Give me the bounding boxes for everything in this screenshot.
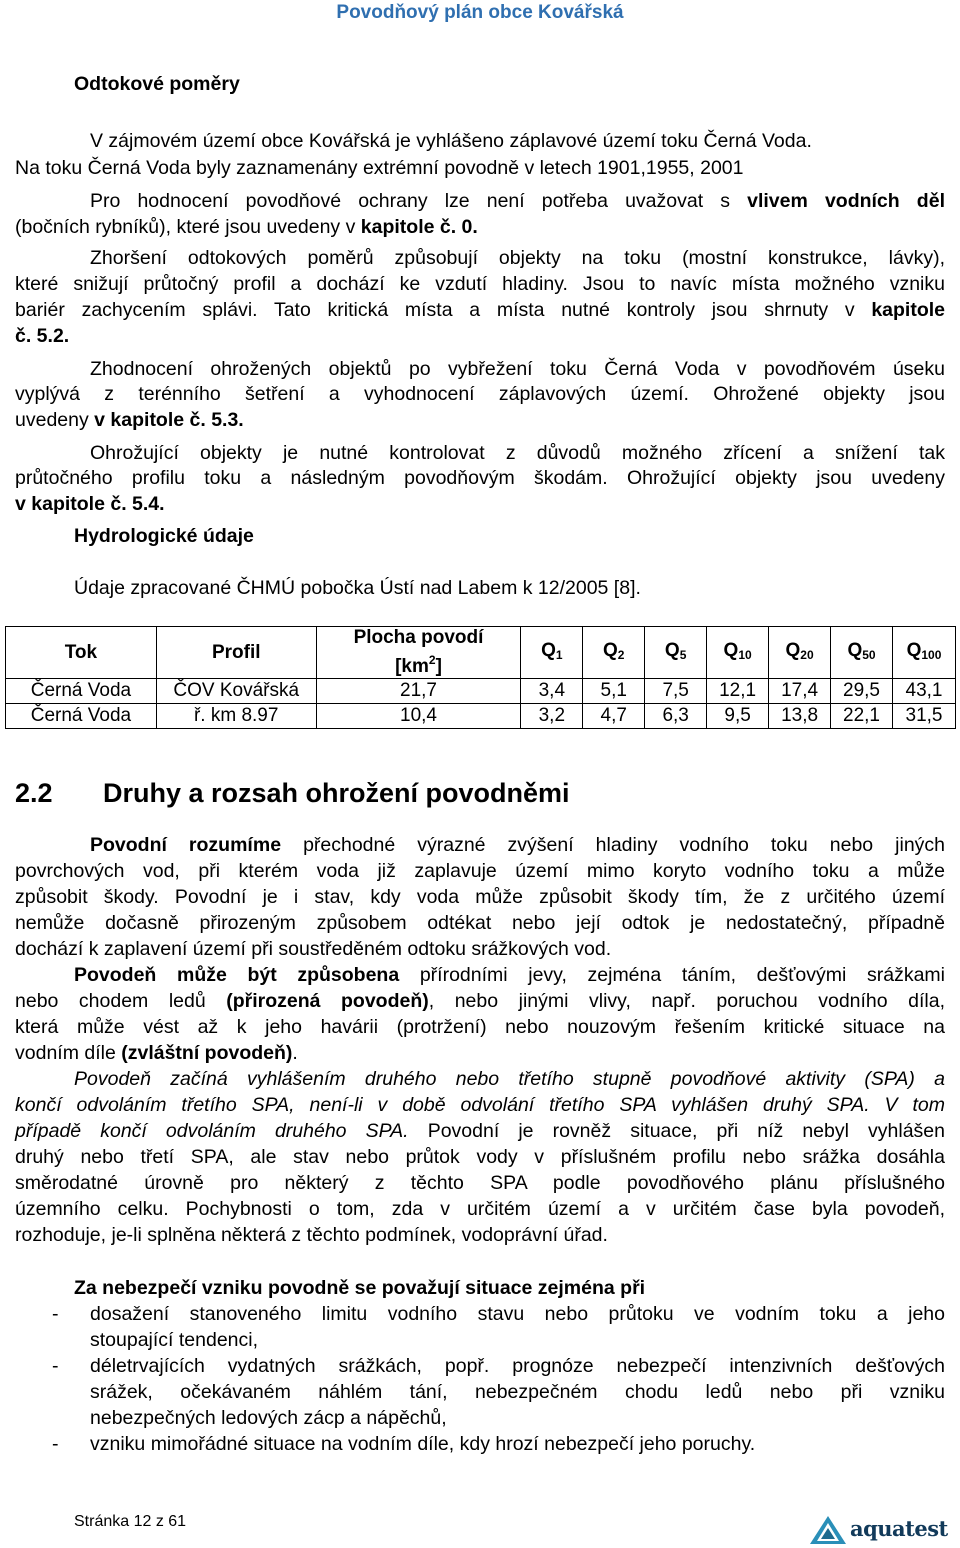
column-header-q50: $Q_{50}$ [831,627,893,679]
logo-mark-icon [808,1514,848,1546]
paragraph-line: územního celku. Pochybnosti o tom, zda v určitém území a v určitém čase byla povodeň, [15,1198,945,1220]
paragraph-line: dochází k zaplavení území při soustředěném odtoku srážkových vod. [15,938,612,960]
text-run: Pro hodnocení povodňové ochrany lze není potřeba uvažovat s [90,190,748,212]
hydrology-table [5,626,956,729]
table-cell: 4,7 [583,704,645,729]
text-run: uvedeny [15,409,95,431]
bullet-line: vzniku mimořádné situace na vodním díle, kdy hrozí nebezpečí jeho poruchy. [90,1433,756,1455]
table-cell: 13,8 [769,704,831,729]
text-run-italic: případě končí odvoláním druhého SPA. [15,1120,409,1142]
chapter-reference: v kapitole č. 5.3. [94,409,244,431]
column-header-plocha [316,627,521,679]
page-number: Stránka 12 z 61 [74,1513,187,1530]
text-run-bold: Povodeň může být způsobena [74,964,400,986]
column-header-q5: $Q_5$ [645,627,707,679]
aquatest-logo [808,1514,948,1548]
danger-heading: Za nebezpečí vzniku povodně se považují situace zejména při [74,1277,646,1299]
table-cell: 31,5 [892,704,955,729]
paragraph-line: rozhoduje, je-li splněna některá z těchto podmínek, vodoprávní úřad. [15,1224,608,1246]
text-run-bold: (zvláštní povodeň) [121,1042,293,1064]
table-cell: 10,4 [316,704,521,729]
bullet-line: stoupající tendenci, [90,1329,259,1351]
section-heading-2-2 [15,778,570,808]
column-header-q100: $Q_{100}$ [892,627,955,679]
table-cell: Černá Voda [6,679,157,704]
paragraph-line: povrchových vod, při kterém voda již zaplavuje území mimo koryto vodního toku a může [15,860,945,882]
text-run-italic: končí odvoláním třetího SPA, není-li v době odvolání třetího SPA vyhlášen druhý SPA. V tom [15,1094,945,1116]
paragraph-line [74,1066,945,1092]
text-run: přírodními jevy, zejména táním, dešťovými srážkami [399,964,945,986]
table-cell: 7,5 [645,679,707,704]
paragraph-line: způsobit škody. Povodní je i stav, kdy voda může způsobit škody tím, že z určitého území [15,886,945,908]
paragraph-line [15,214,945,240]
table-cell: ČOV Kovářská [156,679,316,704]
chapter-reference: kapitole [871,299,945,321]
paragraph-line: Ohrožující objekty je nutné kontrolovat z důvodů možného zřícení a snížení tak [90,442,945,464]
paragraph-line: nemůže dočasně přirozeným způsobem odtékat nebo její odtok je nedostatečný, případně [15,912,945,934]
bullet-line: srážek, očekávaném náhlém tání, nebezpečném chodu ledů nebo při vzniku [90,1381,945,1403]
paragraph-line [15,988,945,1014]
section-title: Druhy a rozsah ohrožení povodněmi [103,778,570,808]
table-row [6,704,956,729]
paragraph-line: směrodatné úrovně pro některý z těchto SPA podle povodňového plánu příslušného [15,1172,945,1194]
plocha-unit: $[km^2]$ [395,653,442,677]
column-header-q2: $Q_2$ [583,627,645,679]
table-cell: 22,1 [831,704,893,729]
table-cell: 9,5 [707,704,769,729]
section-heading-hydro: Hydrologické údaje [74,525,254,547]
text-run: vodním díle [15,1042,122,1064]
text-run-bold: Povodní rozumíme [90,834,282,856]
paragraph-line: V zájmovém území obce Kovářská je vyhlášeno záplavové území toku Černá Voda. [90,130,812,152]
plocha-label: Plocha povodí [353,627,484,648]
column-header-q10: $Q_{10}$ [707,627,769,679]
paragraph-line: Na toku Černá Voda byly zaznamenány extrémní povodně v letech 1901,1955, 2001 [15,157,744,179]
table-row [6,679,956,704]
text-run: bariér zachycením splávi. Tato kritická místa a místa nutné kontroly jsou shrnuty v [15,299,872,321]
paragraph-line [15,1092,945,1118]
bullet-line: déletrvajících vydatných srážkách, popř. prognóze nebezpečí intenzivních dešťových [90,1355,945,1377]
paragraph-line: Zhoršení odtokových poměrů způsobují objekty na toku (mostní konstrukce, lávky), [90,247,945,269]
table-cell: ř. km 8.97 [156,704,316,729]
bullet-dash: - [52,1433,59,1455]
table-cell: 12,1 [707,679,769,704]
text-run: . [292,1042,298,1064]
section-heading-odtok: Odtokové poměry [74,73,240,95]
text-run-italic: Povodeň začíná vyhlášením druhého nebo třetího stupně povodňové aktivity (SPA) a [74,1068,945,1090]
paragraph-line [15,297,945,323]
bullet-line: nebezpečných ledových zácp a nápěchů, [90,1407,447,1429]
text-run-bold: (přirozená povodeň) [226,990,429,1012]
table-cell: 3,4 [521,679,583,704]
table-cell: 3,2 [521,704,583,729]
table-cell: 17,4 [769,679,831,704]
paragraph-line: která může vést až k jeho havárii (protržení) nebo nouzovým řešením kritické situace na [15,1016,945,1038]
table-cell: 43,1 [892,679,955,704]
paragraph-line [15,1040,945,1066]
table-cell: 21,7 [316,679,521,704]
table-cell: 29,5 [831,679,893,704]
text-run: , nebo jinými vlivy, např. poruchou vodního díla, [428,990,946,1012]
chapter-reference: kapitole č. 0. [360,216,478,238]
column-header-tok: Tok [6,627,157,679]
paragraph-line: které snižují průtočný profil a dochází ke vzdutí hladiny. Jsou to navíc místa možného vzniku [15,273,945,295]
paragraph-line [90,188,945,214]
logo-text: aquatest [850,1516,948,1541]
paragraph-line: druhý nebo třetí SPA, ale stav nebo průtok vody v příslušném profilu nebo srážka dosáhla [15,1146,945,1168]
chapter-reference: č. 5.2. [15,325,70,347]
column-header-q20: $Q_{20}$ [769,627,831,679]
text-run: nebo chodem ledů [15,990,227,1012]
table-cell: Černá Voda [6,704,157,729]
text-run-bold: vlivem vodních děl [747,190,945,212]
column-header-q1: $Q_1$ [521,627,583,679]
table-header-row [6,627,956,679]
page-header-title: Povodňový plán obce Kovářská [336,2,624,23]
paragraph-line: Zhodnocení ohrožených objektů po vybřežení toku Černá Voda v povodňovém úseku [90,358,945,380]
paragraph-line: průtočného profilu toku a následným povodňovým škodám. Ohrožující objekty jsou uvedeny [15,467,945,489]
text-run: přechodné výrazné zvýšení hladiny vodního toku nebo jiných [281,834,946,856]
bullet-line: dosažení stanoveného limitu vodního stavu nebo průtoku ve vodním toku a jeho [90,1303,945,1325]
text-run: Povodní je rovněž situace, při níž nebyl vyhlášen [408,1120,945,1142]
paragraph-line [74,962,945,988]
paragraph-line [15,1118,945,1144]
table-cell: 6,3 [645,704,707,729]
text-run: (bočních rybníků), které jsou uvedeny v [15,216,361,238]
section-number: 2.2 [15,778,53,808]
bullet-dash: - [52,1303,59,1325]
data-source-note: Údaje zpracované ČHMÚ pobočka Ústí nad Labem k 12/2005 [8]. [74,577,641,599]
table-cell: 5,1 [583,679,645,704]
paragraph-line [90,832,945,858]
paragraph-line: vyplývá z terénního šetření a vyhodnocení záplavových území. Ohrožené objekty jsou [15,383,945,405]
bullet-dash: - [52,1355,59,1377]
paragraph-line [15,407,945,433]
column-header-profil: Profil [156,627,316,679]
chapter-reference: v kapitole č. 5.4. [15,493,165,515]
